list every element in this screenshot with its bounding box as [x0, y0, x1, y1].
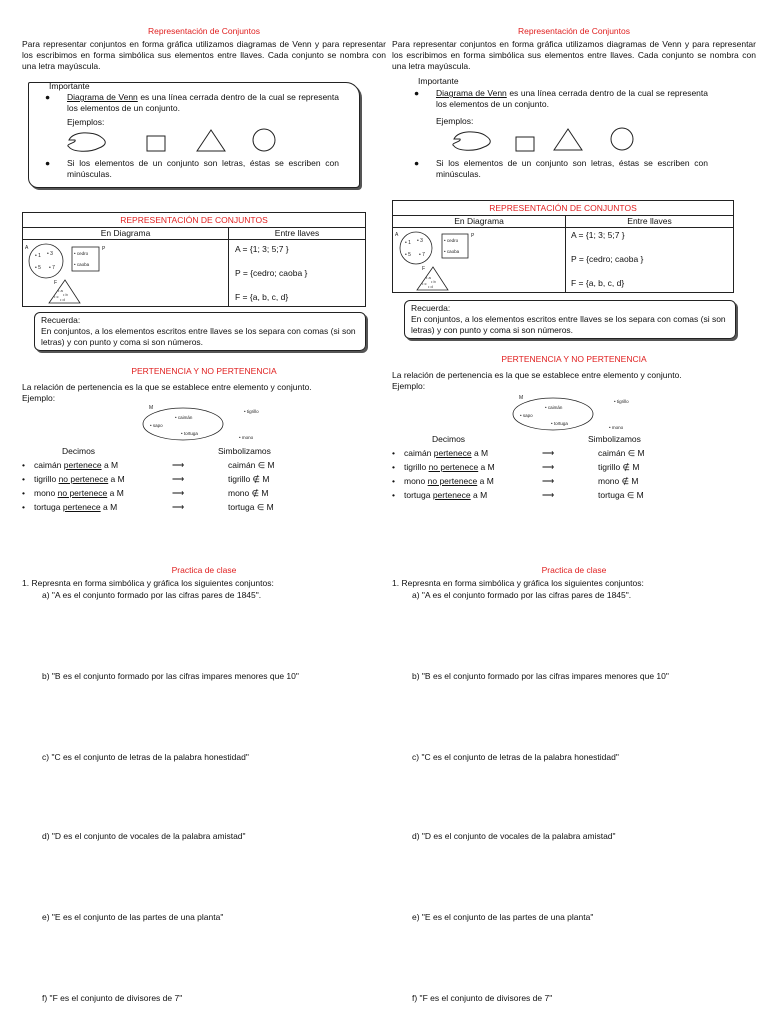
question-d: d) "D es el conjunto de vocales de la palabra amistad": [412, 831, 616, 841]
square-shape: [516, 137, 534, 151]
label-a: A: [25, 245, 29, 251]
svg-text:• d: • d: [60, 297, 65, 302]
set-diagrams: [23, 240, 143, 306]
svg-text:F: F: [54, 280, 58, 286]
recall-title: Recuerda:: [411, 303, 451, 313]
example-shapes: [59, 127, 289, 157]
arrow-icon: ⟶: [542, 462, 555, 472]
svg-text:• caoba: • caoba: [74, 262, 90, 267]
arrow-icon: ⟶: [542, 490, 555, 500]
table-title: REPRESENTACIÓN DE CONJUNTOS: [23, 213, 365, 228]
right-column: [392, 0, 756, 1024]
row-a: A = {1; 3; 5;7 }: [571, 230, 625, 240]
row-p: P = {cedro; caoba }: [235, 268, 308, 278]
question-a: a) "A es el conjunto formado por las cifras pares de 1845".: [412, 590, 632, 600]
membership-row: • mono no pertenece a M ⟶ mono ∉ M: [392, 476, 639, 486]
svg-text:P: P: [471, 233, 475, 239]
set-a-circle: [29, 244, 63, 278]
col-sym: Simbolizamos: [588, 434, 641, 444]
svg-text:• sapo: • sapo: [150, 423, 163, 428]
col-braces: Entre llaves: [627, 216, 672, 226]
circle-shape: [253, 129, 275, 151]
recall-text: En conjuntos, a los elementos escritos entre llaves se los separa con comas (si son letras) y con punto y coma si son números.: [411, 314, 726, 336]
svg-text:• 1: • 1: [405, 240, 411, 246]
set-diagrams: [393, 228, 513, 292]
important-title: Importante: [418, 76, 459, 86]
representation-table: [22, 212, 366, 307]
svg-text:• a: • a: [426, 275, 431, 280]
question-d: d) "D es el conjunto de vocales de la palabra amistad": [42, 831, 246, 841]
important-box: Importante ● Diagrama de Venn es una línea cerrada dentro de la cual se representa los elementos de un conjunto. Ejemplos: ● Si los elementos de un conjunto son letras, éstas se escriben con minúsculas.: [398, 78, 728, 186]
svg-text:M: M: [149, 405, 154, 411]
question-b: b) "B es el conjunto formado por las cifras impares menores que 10": [42, 671, 299, 681]
example-label: Ejemplo:: [22, 393, 56, 403]
svg-text:• 5: • 5: [405, 252, 411, 258]
examples-label: Ejemplos:: [67, 117, 105, 127]
svg-text:• caimán: • caimán: [175, 415, 193, 420]
arrow-icon: ⟶: [172, 502, 185, 512]
svg-text:• mono: • mono: [609, 425, 624, 430]
svg-text:• 1: • 1: [35, 253, 41, 259]
membership-title: PERTENENCIA Y NO PERTENENCIA: [501, 354, 647, 364]
col-braces: Entre llaves: [274, 228, 320, 238]
svg-text:• caoba: • caoba: [444, 249, 460, 254]
membership-title: PERTENENCIA Y NO PERTENENCIA: [131, 366, 277, 376]
practice-item-1: 1. Represnta en forma simbólica y gráfica los siguientes conjuntos:: [22, 578, 274, 588]
row-p: P = {cedro; caoba }: [571, 254, 644, 264]
membership-row: • tortuga pertenece a M ⟶ tortuga ∈ M: [392, 490, 644, 500]
question-c: c) "C es el conjunto de letras de la palabra honestidad": [42, 752, 249, 762]
col-diagram: En Diagrama: [23, 228, 229, 239]
svg-text:A: A: [395, 232, 399, 238]
square-shape: [147, 136, 165, 151]
example-shapes: [444, 126, 674, 156]
svg-text:• b: • b: [431, 279, 436, 284]
membership-row: • mono no pertenece a M ⟶ mono ∉ M: [22, 488, 269, 498]
question-f: f) "F es el conjunto de divisores de 7": [42, 993, 183, 1003]
recall-text: En conjuntos, a los elementos escritos entre llaves se los separa con comas (si son letras) y con punto y coma si son números.: [41, 326, 356, 348]
recall-box: [404, 300, 736, 339]
intro-paragraph: Para representar conjuntos en forma gráfica utilizamos diagramas de Venn y para representar los escribimos en forma simbólica sus elementos entre llaves. Cada conjunto se nombra con una letra mayúscula.: [22, 39, 386, 72]
svg-text:• a: • a: [58, 288, 63, 293]
svg-text:• mono: • mono: [239, 435, 254, 440]
col-diagram: En Diagrama: [393, 216, 566, 227]
membership-diagram: [140, 400, 280, 444]
col-say: Decimos: [62, 446, 96, 456]
arrow-icon: ⟶: [542, 476, 555, 486]
svg-text:• c: • c: [54, 294, 59, 299]
blob-shape: [453, 132, 490, 150]
svg-text:• 3: • 3: [47, 251, 53, 257]
question-b: b) "B es el conjunto formado por las cifras impares menores que 10": [412, 671, 669, 681]
table-title: REPRESENTACIÓN DE CONJUNTOS: [393, 201, 733, 216]
question-a: a) "A es el conjunto formado por las cifras pares de 1845".: [42, 590, 262, 600]
important-title: Importante: [49, 81, 90, 91]
venn-term: Diagrama de Venn: [436, 88, 507, 98]
svg-text:• 3: • 3: [417, 238, 423, 244]
practice-title: Practica de clase: [171, 565, 237, 575]
left-column: [22, 0, 386, 1024]
triangle-shape: [554, 129, 582, 150]
svg-text:• b: • b: [63, 292, 68, 297]
arrow-icon: ⟶: [172, 460, 185, 470]
membership-row: • tigrillo no pertenece a M ⟶ tigrillo ∉ M: [22, 474, 270, 484]
membership-row: • tigrillo no pertenece a M ⟶ tigrillo ∉ M: [392, 462, 640, 472]
svg-text:• tortuga: • tortuga: [551, 421, 568, 426]
svg-text:• tigrillo: • tigrillo: [614, 399, 629, 404]
representation-table: [392, 200, 734, 293]
membership-intro: La relación de pertenencia es la que se establece entre elemento y conjunto.: [392, 370, 682, 380]
venn-term: Diagrama de Venn: [67, 92, 138, 102]
recall-box: [34, 312, 366, 351]
svg-text:• 7: • 7: [49, 265, 55, 271]
arrow-icon: ⟶: [542, 448, 555, 458]
svg-text:• sapo: • sapo: [520, 413, 533, 418]
arrow-icon: ⟶: [172, 488, 185, 498]
col-sym: Simbolizamos: [218, 446, 271, 456]
blob-shape: [68, 133, 105, 151]
membership-row: • caimán pertenece a M ⟶ caimán ∈ M: [392, 448, 645, 458]
membership-intro: La relación de pertenencia es la que se establece entre elemento y conjunto.: [22, 382, 312, 392]
membership-row: • caimán pertenece a M ⟶ caimán ∈ M: [22, 460, 275, 470]
question-e: e) "E es el conjunto de las partes de una planta": [42, 912, 224, 922]
svg-text:• 5: • 5: [35, 265, 41, 271]
question-f: f) "F es el conjunto de divisores de 7": [412, 993, 553, 1003]
examples-label: Ejemplos:: [436, 116, 474, 126]
section-title: Representación de Conjuntos: [148, 26, 260, 36]
important-box: Importante ● Diagrama de Venn es una línea cerrada dentro de la cual se representa los elementos de un conjunto. Ejemplos: ● Si los elementos de un conjunto son letras, éstas se escriben con minúsculas.: [28, 82, 360, 188]
row-a: A = {1; 3; 5;7 }: [235, 244, 289, 254]
row-f: F = {a, b, c, d}: [235, 292, 289, 302]
svg-text:M: M: [519, 395, 524, 401]
svg-text:• tigrillo: • tigrillo: [244, 409, 259, 414]
svg-text:• c: • c: [422, 281, 427, 286]
intro-paragraph: Para representar conjuntos en forma gráfica utilizamos diagramas de Venn y para representar los escribimos en forma simbólica sus elementos entre llaves. Cada conjunto se nombra con una letra mayúscula.: [392, 39, 756, 72]
membership-row: • tortuga pertenece a M ⟶ tortuga ∈ M: [22, 502, 274, 512]
svg-text:F: F: [422, 266, 426, 272]
svg-text:• tortuga: • tortuga: [181, 431, 198, 436]
question-c: c) "C es el conjunto de letras de la palabra honestidad": [412, 752, 619, 762]
set-a-circle: [400, 232, 432, 264]
svg-text:P: P: [102, 246, 106, 252]
example-label: Ejemplo:: [392, 381, 426, 391]
recall-title: Recuerda:: [41, 315, 81, 325]
svg-text:• cedro: • cedro: [444, 238, 459, 243]
membership-diagram: [510, 390, 650, 434]
row-f: F = {a, b, c, d}: [571, 278, 625, 288]
svg-text:• caimán: • caimán: [545, 405, 563, 410]
practice-item-1: 1. Represnta en forma simbólica y gráfica los siguientes conjuntos:: [392, 578, 644, 588]
practice-title: Practica de clase: [541, 565, 607, 575]
col-say: Decimos: [432, 434, 466, 444]
section-title: Representación de Conjuntos: [518, 26, 630, 36]
question-e: e) "E es el conjunto de las partes de una planta": [412, 912, 594, 922]
circle-shape: [611, 128, 633, 150]
svg-text:• 7: • 7: [419, 252, 425, 258]
svg-text:• d: • d: [428, 284, 433, 289]
arrow-icon: ⟶: [172, 474, 185, 484]
svg-text:• cedro: • cedro: [74, 251, 89, 256]
triangle-shape: [197, 130, 225, 151]
